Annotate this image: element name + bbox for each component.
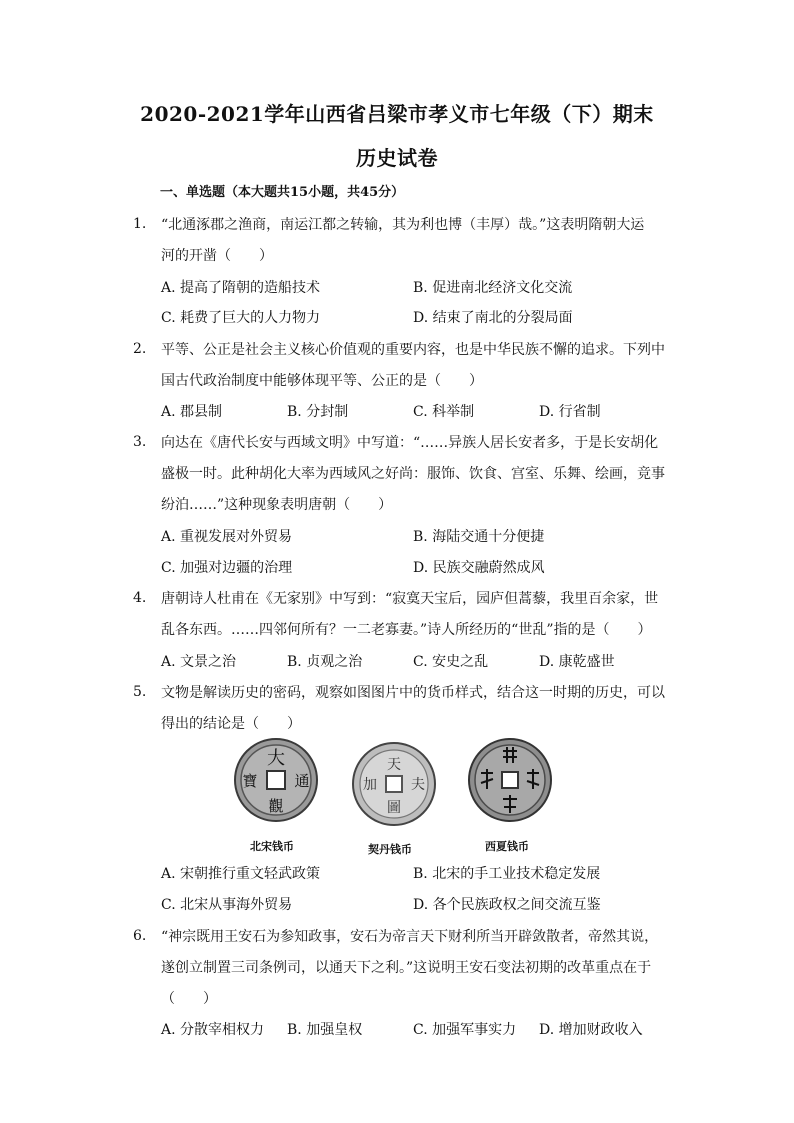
- coin-char: 天: [387, 757, 401, 773]
- option-b: B. 加强皇权: [287, 1022, 363, 1038]
- exam-title-line2: 历史试卷: [356, 146, 438, 170]
- option-b: B. 贞观之治: [287, 654, 363, 670]
- option-c: C. 加强军事实力: [413, 1022, 517, 1038]
- option-b: B. 海陆交通十分便捷: [413, 529, 545, 545]
- question-number: 6.: [133, 928, 147, 944]
- xixia-coin-image: [467, 737, 553, 823]
- question-number: 5.: [133, 684, 147, 700]
- question-text-line: “北通涿郡之渔商，南运江都之转输，其为利也博（丰厚）哉。”这表明隋朝大运: [161, 217, 645, 233]
- question-text-line: 平等、公正是社会主义核心价值观的重要内容，也是中华民族不懈的追求。下列中: [161, 342, 665, 358]
- option-a: A. 文景之治: [161, 654, 237, 670]
- coin-char: 圖: [387, 800, 401, 816]
- option-a: A. 提高了隋朝的造船技术: [161, 280, 321, 296]
- coin-char: 通: [294, 772, 310, 790]
- option-a: A. 分散宰相权力: [161, 1022, 265, 1038]
- option-d: D. 结束了南北的分裂局面: [413, 310, 573, 326]
- option-c: C. 耗费了巨大的人力物力: [161, 310, 321, 326]
- option-b: B. 分封制: [287, 404, 349, 420]
- option-c: C. 加强对边疆的治理: [161, 560, 293, 576]
- exam-title-line1: 2020-2021学年山西省吕梁市孝义市七年级（下）期末: [140, 102, 654, 126]
- song-coin-image: [233, 737, 319, 823]
- option-d: D. 康乾盛世: [539, 654, 615, 670]
- question-number: 4.: [133, 590, 147, 606]
- option-a: A. 宋朝推行重文轻武政策: [161, 866, 321, 882]
- coin-char: 觀: [268, 797, 284, 815]
- question-number: 2.: [133, 341, 147, 357]
- option-a: A. 重视发展对外贸易: [161, 529, 293, 545]
- option-a: A. 郡县制: [161, 404, 223, 420]
- coin-caption: 西夏钱币: [485, 840, 529, 853]
- option-b: B. 北宋的手工业技术稳定发展: [413, 866, 601, 882]
- question-text-line: 河的开凿（ ）: [161, 248, 273, 264]
- question-text-line: “神宗既用王安石为参知政事，安石为帝言天下财利所当开辟敛散者，帝然其说，: [161, 929, 659, 945]
- section-heading: 一、单选题（本大题共15小题，共45分）: [160, 185, 405, 200]
- option-b: B. 促进南北经济文化交流: [413, 280, 573, 296]
- question-text-line: 遂创立制置三司条例司，以通天下之利。”这说明王安石变法初期的改革重点在于: [161, 960, 652, 976]
- coin-caption: 契丹钱币: [368, 843, 412, 856]
- option-c: C. 科举制: [413, 404, 475, 420]
- coin-char: 大: [267, 748, 285, 769]
- question-number: 3.: [133, 434, 147, 450]
- question-number: 1.: [133, 216, 147, 232]
- option-d: D. 各个民族政权之间交流互鉴: [413, 897, 601, 913]
- option-c: C. 安史之乱: [413, 654, 489, 670]
- khitan-coin-image: [351, 741, 437, 827]
- option-d: D. 民族交融蔚然成风: [413, 560, 545, 576]
- coin-figure: [228, 735, 558, 855]
- option-d: D. 行省制: [539, 404, 601, 420]
- question-text-line: 得出的结论是（ ）: [161, 716, 301, 732]
- option-d: D. 增加财政收入: [539, 1022, 643, 1038]
- coin-char: 寶: [242, 772, 258, 790]
- option-c: C. 北宋从事海外贸易: [161, 897, 293, 913]
- question-text-line: 国古代政治制度中能够体现平等、公正的是（ ）: [161, 373, 483, 389]
- coin-caption: 北宋钱币: [250, 840, 294, 853]
- question-text-line: 盛极一时。此种胡化大率为西域风之好尚：服饰、饮食、宫室、乐舞、绘画，竞事: [161, 466, 665, 482]
- question-text-line: 乱各东西。……四邻何所有？一二老寡妻。”诗人所经历的“世乱”指的是（ ）: [161, 622, 652, 638]
- question-text-line: （ ）: [161, 991, 217, 1007]
- question-text-line: 纷泊……”这种现象表明唐朝（ ）: [161, 497, 393, 513]
- coin-char: 加: [363, 777, 377, 793]
- coin-char: 夫: [411, 777, 425, 793]
- question-text-line: 文物是解读历史的密码，观察如图图片中的货币样式，结合这一时期的历史，可以: [161, 685, 665, 701]
- question-text-line: 唐朝诗人杜甫在《无家别》中写到：“寂寞天宝后，园庐但蒿藜，我里百余家，世: [161, 591, 659, 607]
- question-text-line: 向达在《唐代长安与西域文明》中写道：“……异族人居长安者多，于是长安胡化: [161, 435, 659, 451]
